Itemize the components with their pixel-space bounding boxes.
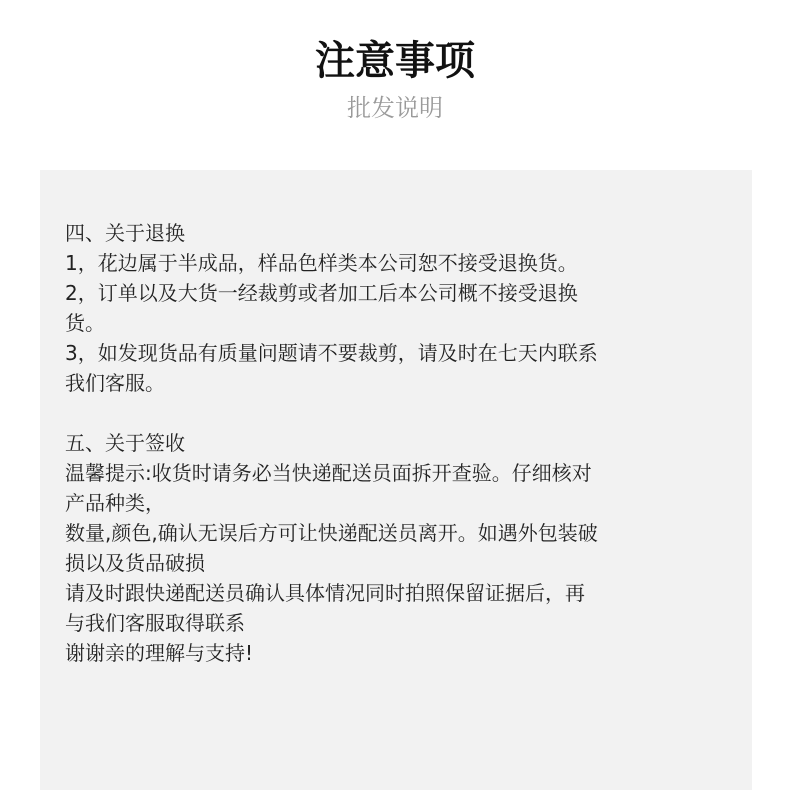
- page-title: 注意事项: [315, 38, 475, 84]
- notice-line: 温馨提示:收货时请务必当快递配送员面拆开查验。仔细核对 产品种类，: [65, 461, 592, 515]
- notice-line: 1，花边属于半成品，样品色样类本公司恕不接受退换货。: [65, 251, 578, 275]
- notice-line: 数量,颜色,确认无误后方可让快递配送员离开。如遇外包装破 损以及货品破损: [65, 521, 598, 575]
- notice-line: 谢谢亲的理解与支持!: [65, 641, 254, 665]
- section-receipt: [65, 428, 732, 668]
- notice-line: 3，如发现货品有质量问题请不要裁剪，请及时在七天内联系 我们客服。: [65, 341, 598, 395]
- page-subtitle: 批发说明: [347, 94, 443, 122]
- section-returns: [65, 218, 732, 398]
- page-header: [0, 0, 790, 126]
- section-heading: 五、关于签收: [65, 431, 185, 455]
- notice-box: [40, 170, 752, 790]
- section-heading: 四、关于退换: [65, 221, 185, 245]
- notice-line: 2，订单以及大货一经裁剪或者加工后本公司概不接受退换 货。: [65, 281, 578, 335]
- notice-line: 请及时跟快递配送员确认具体情况同时拍照保留证据后，再 与我们客服取得联系: [65, 581, 585, 635]
